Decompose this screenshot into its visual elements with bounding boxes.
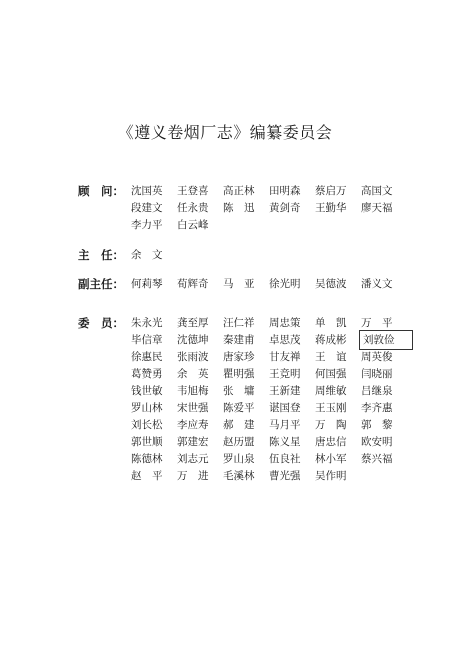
person-name: 高正林 [223, 185, 255, 197]
person-name: 葛赞勇 [131, 368, 163, 380]
person-name: 刘长松 [131, 419, 163, 431]
person-name: 欧安明 [361, 436, 393, 448]
person-name: 潘义文 [361, 278, 393, 290]
person-name: 王登喜 [177, 185, 209, 197]
person-name: 蔡兴福 [361, 453, 393, 465]
person-name: 王 谊 [315, 351, 347, 363]
person-name: 王勤华 [315, 202, 347, 214]
person-name: 毕信章 [131, 334, 163, 346]
person-name: 刘志元 [177, 453, 209, 465]
person-name: 段建文 [131, 202, 163, 214]
person-name: 陈 迅 [223, 202, 255, 214]
person-name: 郭 黎 [361, 419, 393, 431]
person-name: 马 亚 [223, 278, 255, 290]
person-name: 甘友禅 [269, 351, 301, 363]
section-label: 主 任： [78, 248, 124, 262]
person-name: 余 英 [177, 368, 209, 380]
person-name: 蔡启万 [315, 185, 347, 197]
person-name: 李齐惠 [361, 402, 393, 414]
person-name: 钱世敏 [131, 385, 163, 397]
person-name: 田明森 [269, 185, 301, 197]
section-label: 副主任： [78, 277, 124, 291]
person-name: 秦建甫 [223, 334, 255, 346]
person-name: 刘敦俭 [361, 332, 411, 348]
person-name: 万 陶 [315, 419, 347, 431]
person-name: 伍良社 [269, 453, 301, 465]
person-name: 王新建 [269, 385, 301, 397]
person-name: 毛溪林 [223, 470, 255, 482]
person-name: 马月平 [269, 419, 301, 431]
person-name: 沈国英 [131, 185, 163, 197]
person-name: 龚至厚 [177, 317, 209, 329]
person-name: 何国强 [315, 368, 347, 380]
person-name: 万 进 [177, 470, 209, 482]
person-name: 唐家珍 [223, 351, 255, 363]
person-name: 沈德坤 [177, 334, 209, 346]
person-name: 徐惠民 [131, 351, 163, 363]
person-name: 朱永光 [131, 317, 163, 329]
person-name: 李力平 [131, 219, 163, 231]
person-name: 蒋成彬 [315, 334, 347, 346]
person-name: 赵 平 [131, 470, 163, 482]
person-name: 廖天福 [361, 202, 393, 214]
section-label: 顾 问： [78, 184, 124, 198]
person-name: 高国文 [361, 185, 393, 197]
person-name: 白云峰 [177, 219, 209, 231]
person-name: 张雨波 [177, 351, 209, 363]
person-name: 王竞明 [269, 368, 301, 380]
person-name: 汪仁祥 [223, 317, 255, 329]
person-name: 陈义星 [269, 436, 301, 448]
person-name: 万 平 [361, 317, 393, 329]
person-name: 韦旭梅 [177, 385, 209, 397]
person-name: 林小军 [315, 453, 347, 465]
person-name: 宋世强 [177, 402, 209, 414]
person-name: 吕继泉 [361, 385, 393, 397]
person-name: 郝 建 [223, 419, 255, 431]
person-name: 周维敏 [315, 385, 347, 397]
person-name: 陈德林 [131, 453, 163, 465]
person-name: 徐光明 [269, 278, 301, 290]
page-title: 《遵义卷烟厂志》编纂委员会 [117, 123, 333, 142]
person-name: 谌国登 [269, 402, 301, 414]
person-name: 吴德波 [315, 278, 347, 290]
person-name: 荀辉奇 [177, 278, 209, 290]
person-name: 周忠策 [269, 317, 301, 329]
person-name: 李应寿 [177, 419, 209, 431]
person-name: 吴作明 [315, 470, 347, 482]
person-name: 唐忠信 [315, 436, 347, 448]
person-name: 单 凯 [315, 317, 347, 329]
person-name: 黄剑奇 [269, 202, 301, 214]
person-name: 陈爱平 [223, 402, 255, 414]
person-name: 任永贵 [177, 202, 209, 214]
person-name: 罗山林 [131, 402, 163, 414]
person-name: 罗山泉 [223, 453, 255, 465]
person-name: 王玉刚 [315, 402, 347, 414]
person-name: 余 文 [131, 249, 163, 261]
section-label: 委 员： [78, 316, 124, 330]
person-name: 张 墉 [223, 385, 255, 397]
person-name: 郭世顺 [131, 436, 163, 448]
person-name: 瞿明强 [223, 368, 255, 380]
person-name: 曹光强 [269, 470, 301, 482]
person-name: 赵历盟 [223, 436, 255, 448]
person-name: 卓思茂 [269, 334, 301, 346]
person-name: 闫晓丽 [361, 368, 393, 380]
person-name: 何莉琴 [131, 278, 163, 290]
person-name: 周英俊 [361, 351, 393, 363]
person-name: 郭建宏 [177, 436, 209, 448]
